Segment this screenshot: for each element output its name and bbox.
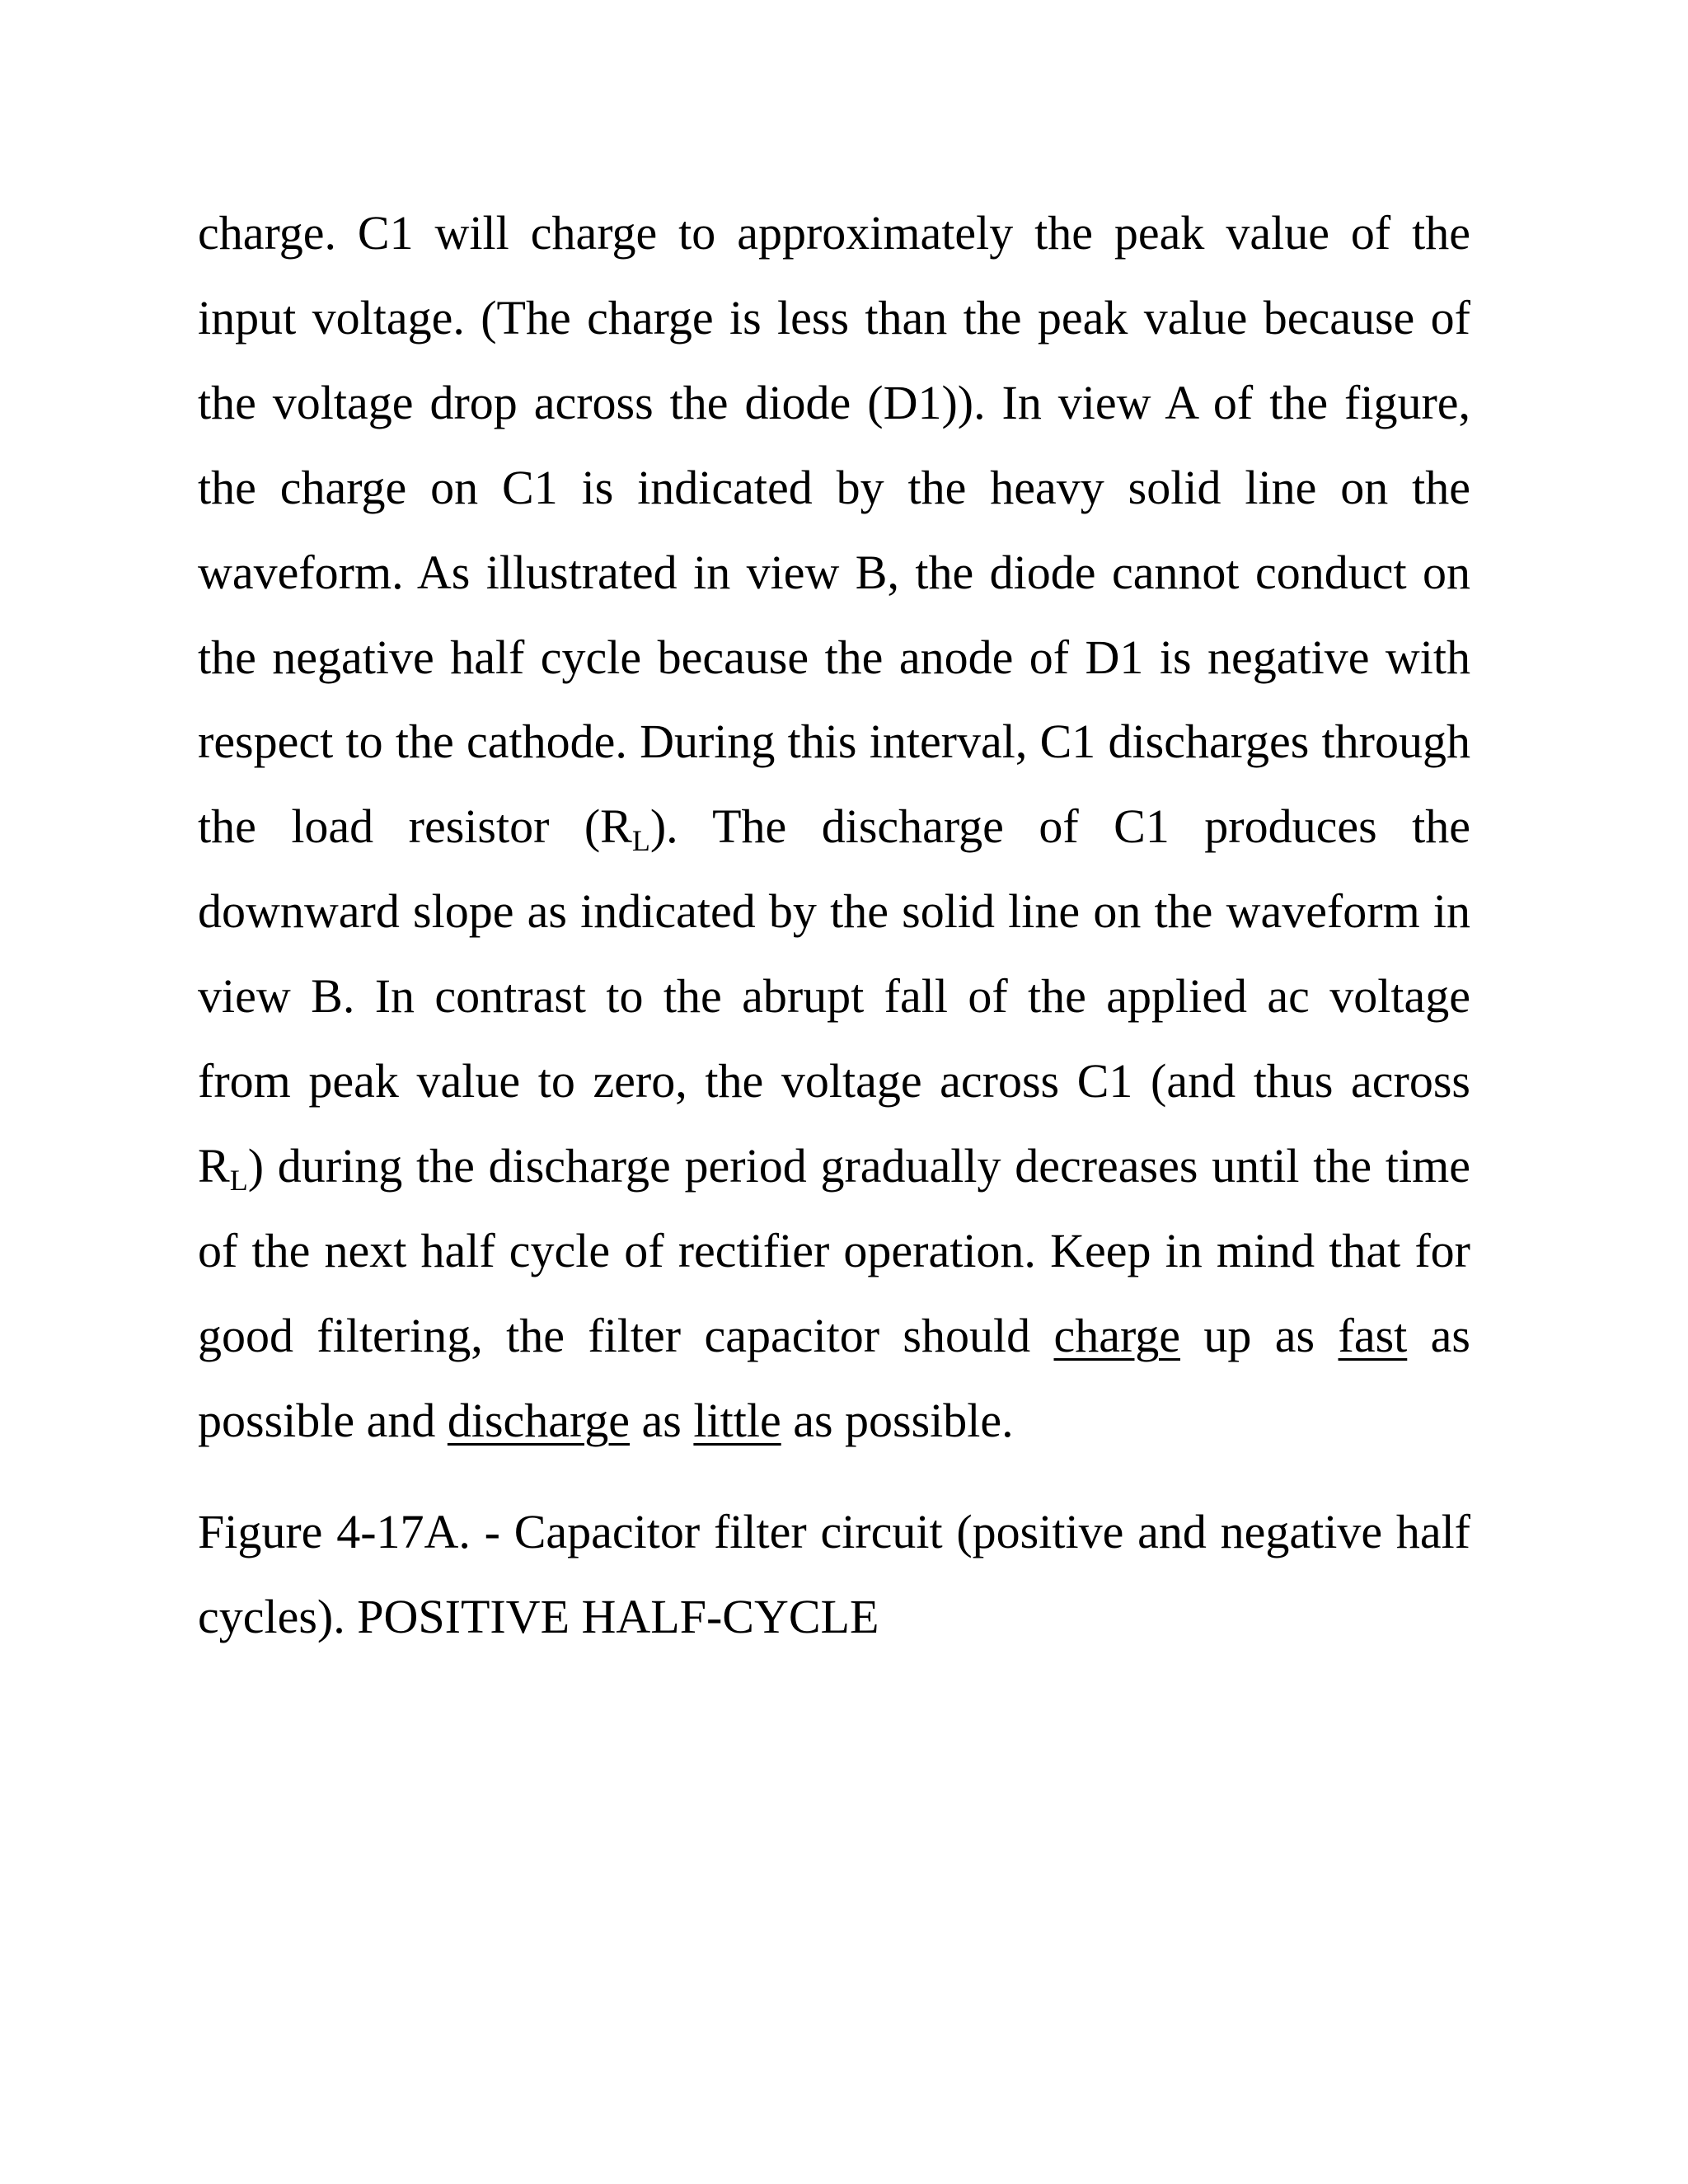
subscript-l: L bbox=[229, 1163, 248, 1197]
paragraph-text: up as bbox=[1180, 1308, 1339, 1362]
paragraph-text: ). The discharge of C1 produces the downward slope as indicated by the solid line on the waveform in view B. In contrast to the abrupt fall of the applied ac voltage from peak value to zero, the voltage across C1 (and thus across R bbox=[198, 799, 1470, 1193]
paragraph-text: ) during the discharge period gradually decreases until the time of the next half cycle of rectifier operation. Keep in mind that for good filtering, the filter capacitor should bbox=[198, 1138, 1470, 1362]
figure-caption: Figure 4-17A. - Capacitor filter circuit (positive and negative half cycles). POSITIVE HALF-CYCLE bbox=[198, 1505, 1470, 1643]
paragraph-text: as possible. bbox=[781, 1393, 1014, 1447]
paragraph-text: charge. C1 will charge to approximately the peak value of the input voltage. (The charge is less than the peak value because of the voltage drop across the diode (D1)). In view A of the figure, the charge on C1 is indicated by the heavy solid line on the waveform. As illustrated in view B, the diode cannot conduct on the negative half cycle because the anode of D1 is negative with respect to the cathode. During this interval, C1 discharges through the load resistor (R bbox=[198, 206, 1470, 854]
paragraph-text: as possible and bbox=[198, 1308, 1470, 1447]
body-paragraph bbox=[198, 191, 1470, 1464]
underlined-word-charge: charge bbox=[1053, 1308, 1180, 1362]
underlined-word-discharge: discharge bbox=[447, 1393, 631, 1447]
underlined-word-little: little bbox=[693, 1393, 781, 1447]
underlined-word-fast: fast bbox=[1338, 1308, 1408, 1362]
subscript-l: L bbox=[631, 824, 650, 858]
paragraph-text: as bbox=[630, 1393, 694, 1447]
